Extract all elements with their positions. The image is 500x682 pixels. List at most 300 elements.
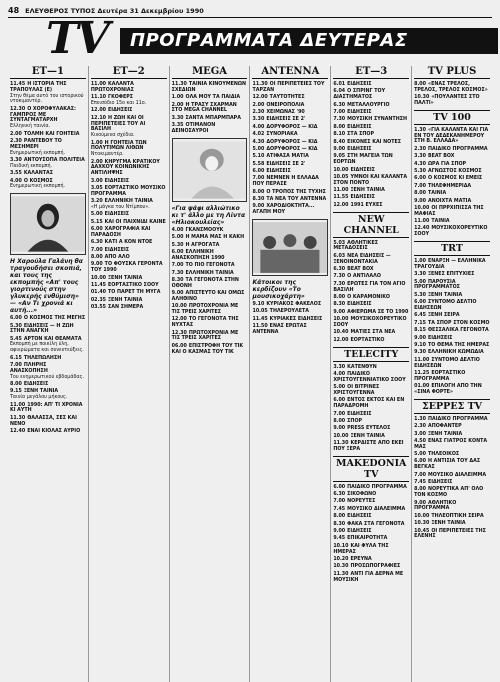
program-title: ΣΙΚΟΦΩΝΟ <box>347 492 377 498</box>
program-entry <box>414 259 490 271</box>
program-title: «ΠΟΥΛΑΝΤΕΣ ΣΤΟ ΠΑΛΤΙ» <box>414 95 480 106</box>
audience-photo <box>252 219 328 276</box>
program-entry <box>414 521 490 527</box>
program-title: ΓΚΟΦΕΡΣ <box>108 95 134 101</box>
program-entry <box>333 522 409 528</box>
program-entry <box>252 197 328 203</box>
program-title: ΑΘΛΗΤΙΚΕΣ ΜΕΤΑΔΟΣΕΙΣ <box>333 240 379 252</box>
program-time: 6.03 <box>333 253 346 259</box>
program-time: 6.30 <box>333 267 346 273</box>
program-entry <box>91 305 167 311</box>
program-time: 9.00 <box>333 146 346 152</box>
program-time: 4.00 <box>252 124 265 130</box>
program-entry <box>333 338 409 344</box>
program-entry <box>333 241 409 253</box>
program-title: ΕΝΤΟΣ ΕΚΤΟΣ ΚΑΙ ΕΝ ΠΑΡΑΔΡΟΜΗ <box>333 398 405 410</box>
program-title: ΤΗΛΕΠΩΛΗΣΗ <box>23 355 62 361</box>
program-time: 9.00 <box>333 309 346 315</box>
program-time: 7.30 <box>333 281 346 287</box>
program-time: 7.00 <box>171 263 184 269</box>
program-entry <box>91 298 167 304</box>
program-entry <box>252 140 328 146</box>
program-entry <box>414 424 490 430</box>
program-time: 12.30 <box>171 330 187 336</box>
program-entry <box>333 317 409 329</box>
channel-column <box>169 66 250 682</box>
newspaper-dateline: ΕΛΕΥΘΕΡΟΣ ΤΥΠΟΣ Δευτέρα 31 Δεκεμβρίου 1990 <box>25 6 204 15</box>
program-entry <box>414 417 490 423</box>
program-entry <box>333 254 409 266</box>
program-title: ΤΟ ΠΙΟ ΓΕΓΟΝΟΤΑ <box>185 263 235 269</box>
program-title: ΑΝΤΙ ΓΙΑ ΔΕΡΝΑ ΜΕ ΜΟΥΣΙΚΗ <box>333 571 404 583</box>
program-title: ΚΕΡΔΙΣΤΕ ΑΠΟ ΕΚΕΙ ΠΟΥ ΞΕΡΑ <box>333 441 404 452</box>
program-title: ΜΟΥΣΙΚΟΧΟΡΕΥΤΙΚΟ ΣΟΟΥ <box>414 226 488 238</box>
program-entry <box>10 382 86 388</box>
program-entry <box>172 263 248 269</box>
program-entry <box>333 529 409 535</box>
program-entry <box>414 487 490 499</box>
program-entry <box>333 203 409 209</box>
program-entry <box>333 572 409 584</box>
program-title: ΝΟΡΕΥΤΙΚΑ ΑΠ' ΟΛΟ ΤΟΝ ΚΟΣΜΟ <box>414 487 484 499</box>
program-entry <box>333 147 409 153</box>
program-title: ΠΡΟΤΟΧΡΟΝΙΑ ΜΕ ΤΙΣ ΤΡΕΙΣ ΧΑΡΙΤΕΣ <box>171 304 239 316</box>
program-time: 9.45 <box>333 536 346 542</box>
program-title: ΤΟΛΜΗ ΚΑΙ ΓΟΗΤΕΙΑ <box>23 131 80 137</box>
program-entry <box>91 199 167 211</box>
program-entry <box>414 439 490 451</box>
program-title: ΣΠΟΡ <box>347 418 363 424</box>
channel-name: ΣΕΡΡΕΣ TV <box>414 399 490 414</box>
program-entry <box>91 186 167 198</box>
program-entry <box>172 228 248 234</box>
program-entry <box>414 184 490 190</box>
program-entry <box>252 324 328 336</box>
program-title: ΕΙΔΗΣΕΙΣ <box>350 167 375 173</box>
program-entry <box>91 116 167 139</box>
program-time: 6.00 <box>171 249 184 255</box>
program-time: 7.15 <box>414 320 426 326</box>
program-title: ΝΟΡΕΥΤΕΣ <box>347 499 376 505</box>
program-title: Ο ΚΟΣΜΟΣ ΤΗΣ ΜΕΓΗΣ <box>23 316 86 322</box>
program-title: ΠΡΩΤΟΧΡΟΝΙΑ ΜΕ ΤΙΣ ΤΡΕΙΣ ΧΑΡΙΤΕΣ <box>171 330 239 342</box>
program-title: ΚΑΛΑΝΤΑ ΠΡΩΤΟΧΡΟΝΙΑΣ <box>90 82 134 93</box>
program-entry <box>172 271 248 277</box>
program-title: ΤΑΙΝΙΑ ΚΙΝΟΥΜΕΝΩΝ ΣΧΕΔΙΩΝ <box>171 82 247 93</box>
program-entry <box>91 290 167 296</box>
program-entry <box>91 283 167 289</box>
program-time: 3.30 <box>171 115 184 121</box>
program-time: 3.05 <box>90 185 103 191</box>
program-time: 6.00 <box>414 300 426 306</box>
program-title: ΤΑ ΓΕΓΟΝΟΤΑ ΣΤΗΝ ΟΘΟΝΗ <box>171 277 239 289</box>
program-time: 2.00 <box>10 131 22 137</box>
program-time: 4.30 <box>252 139 265 145</box>
program-time: 5.58 <box>252 161 265 167</box>
program-title: ΕΠΙΚΑΙΡΟΤΗΤΑ <box>347 536 388 542</box>
program-title: ΠΑΙΔΙΚΟ ΠΡΟΓΡΑΜΜΑ <box>427 416 488 422</box>
program-time: 8.30 <box>171 277 184 283</box>
program-entry <box>172 250 248 262</box>
program-time: 6.00 <box>414 176 426 182</box>
program-title: Ο ΣΠΡΙΝΓ ΤΟΥ ΔΙΑΣΤΗΜΑΤΟΣ <box>333 89 386 101</box>
program-entry <box>172 116 248 122</box>
program-time: 03.55 <box>90 305 107 311</box>
program-title: «ΕΝΑΣ ΤΡΕΛΟΣ, ΤΡΕΛΟΣ, ΤΡΕΛΟΣ ΚΟΣΜΟΣ» <box>414 82 488 93</box>
program-title: Ο ΚΟΣΜΟΣ ΚΙ ΕΜΕΙΣ <box>427 176 483 182</box>
program-title: ΟΤΙΜΑΝΟΝ ΔΕΙΝΟΣΑΥΡΟΙ <box>171 123 216 134</box>
program-description: Ταινία μεγάλου μήκους. <box>10 395 68 401</box>
program-title: Η ΓΟΗΤΕΙΑ ΤΩΝ ΠΟΛΥΤΙΜΩΝ ΛΙΘΩΝ <box>90 140 147 152</box>
program-entry <box>333 195 409 201</box>
program-entry <box>414 514 490 520</box>
program-entry <box>414 371 490 383</box>
program-time: 9.15 <box>10 389 22 395</box>
program-entry <box>414 452 490 458</box>
program-entry <box>10 82 86 105</box>
program-time: 6.04 <box>333 89 346 95</box>
program-title: ΕΠΙΛΟΓΗ ΑΠΟ ΤΗΝ «ΣΙΝΑ ΦΟΡΤΕ» <box>414 384 482 395</box>
program-time: 11.30 <box>171 82 187 87</box>
program-entry <box>333 117 409 123</box>
program-entry <box>333 564 409 570</box>
program-entry <box>333 132 409 138</box>
program-time: 7.00 <box>333 109 346 115</box>
program-title: ΕΝΑΙ ΚΙΟΛΑΣ ΑΥΡΙΟ <box>27 429 81 434</box>
program-entry <box>91 160 167 177</box>
program-time: 8.00 <box>333 124 346 130</box>
channel-name: TRT <box>414 241 490 256</box>
program-title: ΤΑ ΣΠΟΡ ΣΤΟΝ ΚΟΣΜΟ <box>427 320 490 326</box>
program-entry <box>252 117 328 123</box>
program-time: 2.30 <box>414 146 426 152</box>
program-time: 1.00 <box>90 140 103 146</box>
program-entry <box>414 336 490 342</box>
program-entry <box>91 255 167 261</box>
program-time: 7.00 <box>90 247 103 253</box>
program-time: 10.00 <box>414 205 430 211</box>
program-time: 11.50 <box>252 324 268 330</box>
program-title: Η ΑΓΡΟΓΑΤΑ <box>185 242 220 248</box>
program-time: 9.00 <box>252 204 265 210</box>
program-title: ΕΙΚΟΝΕΣ ΚΑΙ ΝΟΤΕΣ <box>347 139 402 145</box>
program-entry <box>10 107 86 130</box>
program-title: «ΓΙΑ ΚΑΛΑΝΤΑ ΚΑΙ ΓΙΑ ΕΝ ΤΟΥ ΔΕΔΕΚΑΝΗΜΕΡΟΥ ΣΤΗ Β. ΕΛΛΑΔΑ» <box>414 127 489 145</box>
program-time: 8.30 <box>333 302 346 308</box>
program-title: ΠΑΙΔΙΚΟ ΧΡΙΣΤΟΥΓΕΝΝΙΑΤΙΚΟ ΣΟΟΥ <box>333 371 406 383</box>
program-title: ΑΤΙΦΑΣΑ ΜΑΤΙΑ <box>266 154 309 160</box>
program-entry <box>252 110 328 116</box>
program-entry <box>252 125 328 131</box>
program-entry <box>10 324 86 336</box>
program-time: 8.10 <box>333 132 346 138</box>
program-title: ΤΗΛΕΟΙΚΟΣ <box>427 452 460 458</box>
program-entry <box>414 82 490 94</box>
program-time: 7.45 <box>414 480 426 486</box>
program-time: 8.00 <box>414 487 426 493</box>
program-title: ΞΕΝΗ ΤΑΙΝΙΑ <box>427 431 463 437</box>
program-entry <box>172 82 248 94</box>
program-entry <box>172 331 248 343</box>
program-entry <box>414 328 490 334</box>
program-entry <box>252 190 328 196</box>
program-title: Ο ΑΝΤΙΛΑΛΟ <box>347 274 381 280</box>
program-time: 12.00 <box>171 317 187 323</box>
program-time: 10.00 <box>90 275 107 281</box>
program-time: 4.50 <box>414 438 426 444</box>
program-entry <box>333 372 409 384</box>
program-time: 2.30 <box>10 138 22 144</box>
program-time: 5.00 <box>414 452 426 458</box>
program-time: 3.30 <box>333 364 346 370</box>
program-time: 2.00 <box>171 102 184 108</box>
program-entry <box>333 499 409 505</box>
program-entry <box>333 125 409 131</box>
program-time: 5.00 <box>252 146 265 152</box>
program-entry <box>414 280 490 292</box>
program-entry <box>333 544 409 556</box>
program-entry <box>172 123 248 135</box>
program-title: ΞΕΝΗ ΤΑΙΝΙΑ <box>108 297 143 303</box>
program-title: ΣΤΗ ΜΑΓΕΙΑ ΤΩΝ ΕΟΡΤΩΝ <box>333 154 393 166</box>
program-title: ΕΙΔΗΣΕΙΣ <box>347 109 372 115</box>
program-time: 5.45 <box>10 336 22 342</box>
program-time: 5.30 <box>171 242 184 248</box>
program-time: 3.30 <box>10 157 22 163</box>
program-entry <box>414 300 490 312</box>
program-description: Κινούμενα σχέδια. <box>90 133 135 139</box>
channel-name: TV PLUS <box>414 66 490 79</box>
program-entry <box>252 95 328 101</box>
program-title: ΠΑΙΔΙΚΟ ΠΡΟΓΡΑΜΜΑ <box>347 484 407 490</box>
program-entry <box>333 188 409 194</box>
program-title: ΜΟΥΣΙΚΟ ΔΙΑΛΕΙΜΜΑ <box>427 472 487 478</box>
program-entry <box>333 385 409 397</box>
program-title: ΕΡΕΥΝΑ <box>350 556 372 562</box>
program-title: ΞΕΝΕΣ ΕΠΙΤΥΧΙΕΣ <box>427 272 475 278</box>
program-time: 8.15 <box>414 328 426 334</box>
program-time: 4.02 <box>252 132 265 138</box>
program-title: ΕΝΑΣ ΕΡΩΤΑΣ ANTENNA <box>252 324 307 336</box>
program-entry <box>333 507 409 513</box>
program-time: 8.00 <box>414 82 426 87</box>
program-time: 7.00 <box>333 499 346 505</box>
program-time: 4.30 <box>414 161 426 167</box>
program-time: 9.00 <box>90 262 103 268</box>
program-time: 5.30 <box>414 292 426 298</box>
program-entry <box>172 95 248 101</box>
program-title: ΕΙΔΗΣΕΙΣ <box>104 178 130 184</box>
program-time: 7.30 <box>333 274 346 280</box>
program-entry <box>414 350 490 356</box>
program-title: ΚΥΡΙΑΚΕΣ ΕΙΔΗΣΕΙΣ <box>269 316 323 322</box>
program-title: ΤΗΛΕΡΟΥΛΕΤΑ <box>269 309 309 315</box>
program-time: 8.00 <box>333 295 346 300</box>
program-description: Παιδική εκπομπή. <box>10 163 53 169</box>
program-entry <box>91 108 167 114</box>
program-title: ΓΚΑΝΣΜΟΟΥΚ <box>185 227 224 233</box>
program-time: 5.00 <box>171 235 184 241</box>
program-title: ΞΕΝΗ ΤΑΙΝΙΑ <box>108 275 143 281</box>
program-entry <box>333 89 409 101</box>
program-entry <box>414 480 490 486</box>
program-entry <box>414 176 490 182</box>
program-time: 4.00 <box>10 178 22 184</box>
program-time: 12.00 <box>333 337 349 343</box>
program-time: 6.00 <box>252 169 265 175</box>
program-entry <box>333 441 409 453</box>
program-title: 1990: ΑΠ' ΤΙ ΧΡΟΝΙΑ ΚΙ ΑΥΤΗ <box>10 402 83 414</box>
program-title: ΤΑΙΝΙΑ <box>431 219 450 225</box>
program-time: 8.30 <box>333 521 346 527</box>
program-title: ΕΙΔΗΣΕΙΣ ΣΕ 2' <box>266 161 306 167</box>
program-entry <box>333 426 409 432</box>
program-title: PRESS ΕΥΤΕΛΟΣ <box>347 426 391 432</box>
program-entry <box>333 168 409 174</box>
program-title: 1991 ΕΥΧΕΣ <box>350 202 383 208</box>
program-title: ΡΑΝΤΕΒΟΥ ΤΟ ΜΕΣΗΜΕΡΙ <box>10 138 62 150</box>
program-entry <box>333 514 409 520</box>
program-time: 9.00 <box>333 426 346 432</box>
program-title: ΞΕΝΗ ΤΑΙΝΙΑ <box>350 433 385 439</box>
program-title: ΤΟ ΓΕΓΟΝΟΤΑ ΤΗΣ ΝΥΧΤΑΣ <box>171 317 239 329</box>
program-description: Του ενημερωτικού εβδομάδας. <box>10 374 84 380</box>
program-title: ΕΟΡΤΑΣΤΙΚΟ <box>350 337 385 343</box>
program-title: ΕΛΛΗΝΙΚΗ ΑΝΑΣΚΟΠΗΣΗ 1990 <box>171 249 225 261</box>
program-entry <box>414 95 490 107</box>
program-entry <box>10 429 86 435</box>
program-title: ΚΑΤΙ Α ΚΟΝ ΝΤΟΕ <box>104 240 153 246</box>
program-entry <box>172 235 248 241</box>
program-time: 8.00 <box>414 191 426 197</box>
program-time: 12.10 <box>90 115 107 121</box>
program-entry <box>333 267 409 273</box>
program-time: 11.45 <box>90 283 107 288</box>
program-entry <box>252 103 328 109</box>
program-title: ΣΥΝΤΟΜΟ ΔΕΛΤΙΟ ΕΙΔΗΣΕΩΝ <box>414 300 477 312</box>
program-entry <box>333 485 409 491</box>
program-title: ΞΕΝΗ ΤΑΙΝΙΑ <box>427 292 463 298</box>
actress-photo <box>172 138 248 202</box>
program-entry <box>91 240 167 246</box>
program-time: 3.20 <box>90 199 103 205</box>
program-title: ΤΟ ΦΟΥΣΚΑ ΓΕΡΟΝΤΑ ΤΟΥ 1990 <box>90 262 163 274</box>
program-time: 3.30 <box>414 154 426 160</box>
program-time: 7.00 <box>333 411 346 417</box>
program-description: Εκπομπή με ποικίλη ύλη, αφιερώματα και συνεντεύξεις. <box>10 342 84 354</box>
channel-name: ΕΤ—1 <box>10 66 86 79</box>
program-time: 5.03 <box>333 240 346 246</box>
program-time: 6.00 <box>90 227 103 233</box>
program-title: ΩΡΑ ΓΙΑ ΣΠΟΡ <box>427 161 467 167</box>
program-time: 9.00 <box>333 529 346 534</box>
program-entry <box>414 272 490 278</box>
program-time: 7.30 <box>333 117 346 123</box>
channel-name: MAKEDONIA TV <box>333 456 409 482</box>
program-title: ΣΑΝ ΣΗΜΕΡΑ <box>108 305 144 311</box>
program-title: ΤΗΛΕΟΠΤΙΚΗ ΣΕΙΡΑ <box>431 513 484 519</box>
program-time: 1.00 <box>171 95 184 101</box>
program-entry <box>10 403 86 415</box>
program-time: 8.30 <box>252 197 265 203</box>
program-title: ΤΑΙΝΙΑ <box>427 191 447 197</box>
program-time: 01.00 <box>414 384 430 390</box>
program-entry <box>333 434 409 440</box>
program-title: ΤΗΛΕΦΗΜΕΡΙΔΑ <box>427 183 472 189</box>
program-entry <box>333 419 409 425</box>
program-title: ΜΟΥΣΙΚΟ ΔΙΑΛΕΙΜΜΑ <box>347 506 406 512</box>
program-title: ΤΟ ΠΑΡΕΤ ΤΗ ΜΥΓΑ <box>108 290 161 296</box>
program-entry <box>333 82 409 88</box>
program-entry <box>333 330 409 336</box>
program-time: 7.45 <box>333 506 346 512</box>
program-title: ΤΑΥΤΟΤΗΤΕΣ <box>269 95 305 101</box>
program-time: 11.30 <box>333 571 349 577</box>
program-title: ΕΟΡΤΑΣΤΙΚΟ ΜΟΥΣΙΚΟ ΠΡΟΓΡΑΜΜΑ <box>90 185 166 197</box>
program-time: 5.00 <box>414 279 426 285</box>
program-title: ΑΠΟΦΑΝΤΕΡ <box>427 424 462 430</box>
program-title: ΕΙΔΗΣΕΙΣ <box>347 82 372 87</box>
photo-caption: Κάτοικοι της κερδίζουν «Το μουσικοχάρτη» <box>252 279 305 301</box>
program-time: 4.00 <box>171 227 184 233</box>
program-entry <box>333 302 409 308</box>
program-entry <box>252 302 328 308</box>
program-time: 4.00 <box>333 371 346 377</box>
program-time: 11.00 <box>10 402 26 408</box>
program-entry <box>333 310 409 316</box>
program-entry <box>414 501 490 513</box>
program-entry <box>414 321 490 327</box>
program-title: Η ΑΝΤΙΣΙΑ ΤΟΥ ΔΑΣ ΒΕΓΚΑΣ <box>414 459 481 471</box>
program-title: ΧΑΡΟΓΡΑΦΙΑ ΚΑΙ ΠΑΡΑΔΟΣΗ <box>90 227 151 238</box>
tv-logo: TV <box>46 13 107 64</box>
program-title: ΕΙΔΗΣΕΙΣ ΣΕ 2' <box>266 117 306 123</box>
program-time: 5.15 <box>90 219 103 225</box>
program-time: 12.30 <box>10 106 26 112</box>
program-time: 12.40 <box>10 429 26 434</box>
program-description: Ενημερωτική εκπομπή. <box>10 184 66 190</box>
program-title: ΞΕΝΗ ΣΕΙΡΑ <box>427 313 460 319</box>
program-time: 06.00 <box>171 343 187 349</box>
program-time: 9.00 <box>171 291 184 297</box>
program-entry <box>333 492 409 498</box>
program-title: ΥΜΝΟΙ ΚΑΙ ΚΑΛΑΝΤΑ ΣΤΟΝ ΠΟΝΤΟ <box>333 174 408 186</box>
program-title: ΘΕΣΣΑΛΙΚΑ ΓΕΓΟΝΟΤΑ <box>427 328 489 334</box>
program-time: 9.30 <box>414 350 426 356</box>
program-entry <box>414 199 490 205</box>
program-entry <box>414 226 490 238</box>
channel-name: ΕΤ—2 <box>91 66 167 79</box>
program-title: ΚΑΛΑΝΤΑΣ <box>23 171 53 177</box>
program-title: ΔΟΡΥΦΟΡΟΣ — ΚΙΔ <box>266 139 318 145</box>
program-entry <box>91 227 167 239</box>
program-time: 8.00 <box>90 255 103 261</box>
program-time: 10.40 <box>333 330 349 336</box>
program-title: ΞΕΝΗ ΤΑΙΝΙΑ <box>350 188 385 194</box>
program-entry <box>91 179 167 185</box>
program-time: 2.30 <box>252 109 265 115</box>
program-time: 6.00 <box>333 398 346 404</box>
program-title: ΕΙΔΗΣΕΙΣ <box>104 212 130 218</box>
program-entry <box>10 389 86 401</box>
program-entry <box>333 154 409 166</box>
program-time: 2.00 <box>252 102 265 108</box>
program-time: 7.00 <box>10 363 22 369</box>
program-time: 9.10 <box>414 342 426 348</box>
program-time: 10.45 <box>414 528 430 534</box>
program-title: ΦΑΚΑ ΣΤΑ ΓΕΓΟΝΟΤΑ <box>347 521 405 527</box>
program-title: Ο ΧΟΡΟΦΥΛΑΚΑΣ: ΓΑΜΠΡΟΣ ΜΕ ΣΥΝΤΑΓΜΑΤΑΡΧΗ <box>10 106 76 124</box>
